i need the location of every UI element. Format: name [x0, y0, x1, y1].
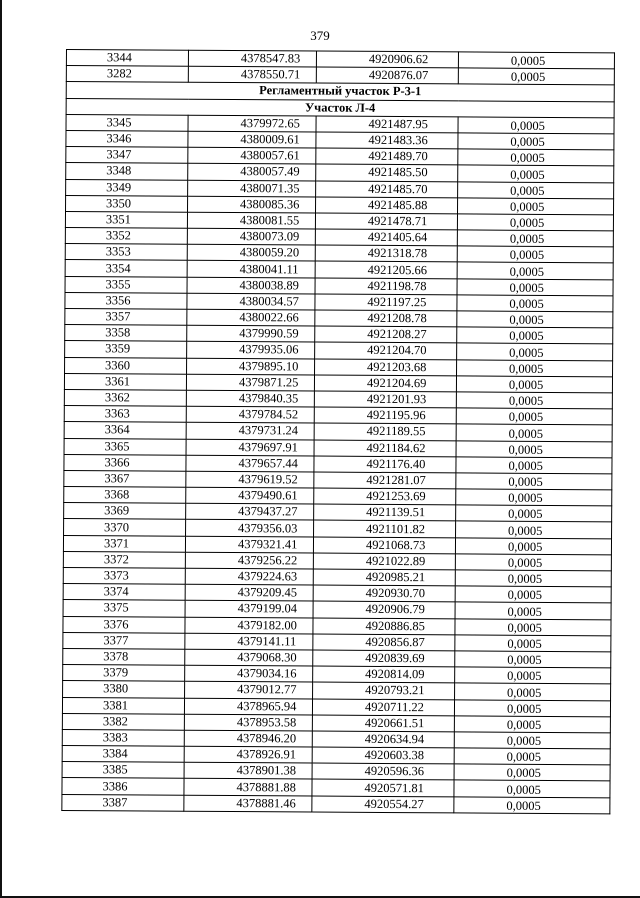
- scan-edge-left: [0, 0, 2, 898]
- y-coordinate: 4921253.69: [314, 488, 456, 505]
- y-coordinate: 4921483.36: [316, 132, 458, 149]
- point-number: 3359: [65, 341, 187, 358]
- y-coordinate: 4921208.78: [315, 310, 457, 327]
- x-coordinate: 4380057.61: [188, 147, 316, 164]
- y-coordinate: 4921189.55: [314, 423, 456, 440]
- y-coordinate: 4921405.64: [315, 229, 457, 246]
- y-coordinate: 4921485.88: [316, 197, 458, 214]
- x-coordinate: 4378926.91: [184, 746, 312, 763]
- point-number: 3347: [66, 147, 188, 164]
- x-coordinate: 4379012.77: [185, 682, 313, 699]
- error-value: 0,0005: [454, 764, 610, 781]
- x-coordinate: 4379490.61: [186, 487, 314, 504]
- point-number: 3387: [62, 794, 184, 811]
- error-value: 0,0005: [456, 521, 612, 538]
- y-coordinate: 4921184.62: [314, 440, 456, 457]
- error-value: 0,0005: [457, 262, 613, 279]
- error-value: 0,0005: [455, 602, 611, 619]
- x-coordinate: 4378946.20: [184, 730, 312, 747]
- section-title: Регламентный участок Р-3-1: [66, 82, 614, 102]
- point-number: 3355: [65, 276, 187, 293]
- y-coordinate: 4921176.40: [314, 456, 456, 473]
- point-number: 3345: [66, 114, 188, 131]
- point-number: 3367: [64, 470, 186, 487]
- x-coordinate: 4379871.25: [186, 374, 314, 391]
- y-coordinate: 4921208.27: [315, 326, 457, 343]
- x-coordinate: 4379935.06: [187, 342, 315, 359]
- x-coordinate: 4379209.45: [185, 584, 313, 601]
- error-value: 0,0005: [457, 327, 613, 344]
- error-value: 0,0005: [457, 343, 613, 360]
- error-value: 0,0005: [455, 538, 611, 555]
- point-number: 3386: [62, 778, 184, 795]
- error-value: 0,0005: [454, 732, 610, 749]
- y-coordinate: 4920793.21: [313, 682, 455, 699]
- y-coordinate: 4920571.81: [312, 779, 454, 796]
- point-number: 3363: [64, 406, 186, 423]
- y-coordinate: 4921068.73: [313, 537, 455, 554]
- x-coordinate: 4379619.52: [186, 471, 314, 488]
- y-coordinate: 4920930.70: [313, 585, 455, 602]
- y-coordinate: 4920814.09: [313, 666, 455, 683]
- point-number: 3354: [65, 260, 187, 277]
- error-value: 0,0005: [455, 618, 611, 635]
- x-coordinate: 4380041.11: [187, 261, 315, 278]
- point-number: 3360: [65, 357, 187, 374]
- y-coordinate: 4920596.36: [312, 763, 454, 780]
- y-coordinate: 4920603.38: [312, 747, 454, 764]
- y-coordinate: 4920634.94: [312, 731, 454, 748]
- x-coordinate: 4380038.89: [187, 277, 315, 294]
- x-coordinate: 4378547.83: [188, 50, 316, 67]
- point-number: 3374: [63, 584, 185, 601]
- x-coordinate: 4379199.04: [185, 601, 313, 618]
- y-coordinate: 4921139.51: [314, 504, 456, 521]
- point-number: 3384: [62, 746, 184, 763]
- coordinates-table-body: [62, 50, 615, 814]
- error-value: 0,0005: [456, 440, 612, 457]
- error-value: 0,0005: [454, 699, 610, 716]
- point-number: 3364: [64, 422, 186, 439]
- error-value: 0,0005: [454, 748, 610, 765]
- y-coordinate: 4921204.69: [314, 375, 456, 392]
- x-coordinate: 4379895.10: [187, 358, 315, 375]
- point-number: 3362: [64, 389, 186, 406]
- y-coordinate: 4921478.71: [315, 213, 457, 230]
- x-coordinate: 4379437.27: [186, 503, 314, 520]
- y-coordinate: 4921204.70: [315, 342, 457, 359]
- x-coordinate: 4380034.57: [187, 293, 315, 310]
- y-coordinate: 4921485.70: [316, 181, 458, 198]
- error-value: 0,0005: [455, 651, 611, 668]
- error-value: 0,0005: [458, 149, 614, 166]
- error-value: 0,0005: [455, 635, 611, 652]
- point-number: 3377: [63, 632, 185, 649]
- point-number: 3282: [66, 66, 188, 83]
- x-coordinate: 4379784.52: [186, 406, 314, 423]
- error-value: 0,0005: [458, 181, 614, 198]
- x-coordinate: 4378881.88: [184, 779, 312, 796]
- y-coordinate: 4921205.66: [315, 261, 457, 278]
- y-coordinate: 4921197.25: [315, 294, 457, 311]
- error-value: 0,0005: [457, 214, 613, 231]
- x-coordinate: 4380085.36: [188, 196, 316, 213]
- point-number: 3379: [63, 665, 185, 682]
- error-value: 0,0005: [455, 683, 611, 700]
- point-number: 3365: [64, 438, 186, 455]
- point-number: 3369: [64, 503, 186, 520]
- error-value: 0,0005: [457, 295, 613, 312]
- point-number: 3366: [64, 454, 186, 471]
- x-coordinate: 4378881.46: [184, 795, 312, 812]
- error-value: 0,0005: [457, 279, 613, 296]
- point-number: 3380: [63, 681, 185, 698]
- point-number: 3349: [66, 179, 188, 196]
- x-coordinate: 4380073.09: [187, 228, 315, 245]
- point-number: 3382: [62, 713, 184, 730]
- error-value: 0,0005: [455, 667, 611, 684]
- coordinates-table: [61, 49, 615, 814]
- error-value: 0,0005: [458, 133, 614, 150]
- x-coordinate: 4380057.49: [188, 164, 316, 181]
- point-number: 3378: [63, 648, 185, 665]
- point-number: 3353: [65, 244, 187, 261]
- x-coordinate: 4380071.35: [188, 180, 316, 197]
- point-number: 3346: [66, 130, 188, 147]
- point-number: 3351: [65, 211, 187, 228]
- y-coordinate: 4920711.22: [312, 699, 454, 716]
- error-value: 0,0005: [456, 505, 612, 522]
- error-value: 0,0005: [454, 797, 610, 814]
- x-coordinate: 4378965.94: [184, 698, 312, 715]
- x-coordinate: 4379321.41: [185, 536, 313, 553]
- point-number: 3381: [62, 697, 184, 714]
- error-value: 0,0005: [457, 311, 613, 328]
- point-number: 3361: [64, 373, 186, 390]
- x-coordinate: 4378901.38: [184, 762, 312, 779]
- y-coordinate: 4920554.27: [312, 796, 454, 813]
- x-coordinate: 4379657.44: [186, 455, 314, 472]
- point-number: 3356: [65, 292, 187, 309]
- x-coordinate: 4378550.71: [188, 66, 316, 83]
- y-coordinate: 4920906.62: [316, 51, 458, 68]
- page-number: 379: [310, 28, 330, 43]
- error-value: 0,0005: [458, 198, 614, 215]
- point-number: 3371: [63, 535, 185, 552]
- x-coordinate: 4379697.91: [186, 439, 314, 456]
- error-value: 0,0005: [458, 165, 614, 182]
- error-value: 0,0005: [456, 473, 612, 490]
- table-row: [62, 794, 610, 814]
- point-number: 3376: [63, 616, 185, 633]
- x-coordinate: 4379182.00: [185, 617, 313, 634]
- y-coordinate: 4921101.82: [314, 520, 456, 537]
- error-value: 0,0005: [456, 424, 612, 441]
- point-number: 3352: [65, 228, 187, 245]
- y-coordinate: 4921281.07: [314, 472, 456, 489]
- x-coordinate: 4380081.55: [187, 212, 315, 229]
- y-coordinate: 4920906.79: [313, 601, 455, 618]
- x-coordinate: 4379356.03: [186, 520, 314, 537]
- error-value: 0,0005: [456, 376, 612, 393]
- point-number: 3385: [62, 762, 184, 779]
- error-value: 0,0005: [455, 554, 611, 571]
- x-coordinate: 4380009.61: [188, 131, 316, 148]
- y-coordinate: 4920661.51: [312, 715, 454, 732]
- point-number: 3383: [62, 729, 184, 746]
- error-value: 0,0005: [456, 457, 612, 474]
- x-coordinate: 4379224.63: [185, 568, 313, 585]
- point-number: 3350: [66, 195, 188, 212]
- y-coordinate: 4921195.96: [314, 407, 456, 424]
- error-value: 0,0005: [457, 246, 613, 263]
- point-number: 3370: [64, 519, 186, 536]
- x-coordinate: 4379990.59: [187, 325, 315, 342]
- y-coordinate: 4920886.85: [313, 618, 455, 635]
- y-coordinate: 4921489.70: [316, 148, 458, 165]
- point-number: 3358: [65, 325, 187, 342]
- x-coordinate: 4379731.24: [186, 423, 314, 440]
- x-coordinate: 4380022.66: [187, 309, 315, 326]
- error-value: 0,0005: [454, 716, 610, 733]
- x-coordinate: 4379068.30: [185, 649, 313, 666]
- error-value: 0,0005: [456, 408, 612, 425]
- error-value: 0,0005: [455, 570, 611, 587]
- point-number: 3344: [66, 50, 188, 67]
- y-coordinate: 4920876.07: [316, 67, 458, 84]
- y-coordinate: 4921201.93: [314, 391, 456, 408]
- point-number: 3373: [63, 567, 185, 584]
- point-number: 3357: [65, 308, 187, 325]
- subsection-title: Участок Л-4: [66, 98, 614, 118]
- error-value: 0,0005: [457, 359, 613, 376]
- x-coordinate: 4379256.22: [185, 552, 313, 569]
- y-coordinate: 4921198.78: [315, 278, 457, 295]
- error-value: 0,0005: [458, 68, 614, 85]
- x-coordinate: 4380059.20: [187, 244, 315, 261]
- y-coordinate: 4921318.78: [315, 245, 457, 262]
- error-value: 0,0005: [457, 230, 613, 247]
- point-number: 3348: [66, 163, 188, 180]
- y-coordinate: 4920985.21: [313, 569, 455, 586]
- error-value: 0,0005: [458, 52, 614, 69]
- point-number: 3375: [63, 600, 185, 617]
- x-coordinate: 4379034.16: [185, 665, 313, 682]
- error-value: 0,0005: [456, 489, 612, 506]
- error-value: 0,0005: [458, 117, 614, 134]
- point-number: 3372: [63, 551, 185, 568]
- x-coordinate: 4379840.35: [186, 390, 314, 407]
- y-coordinate: 4920839.69: [313, 650, 455, 667]
- x-coordinate: 4379972.65: [188, 115, 316, 132]
- y-coordinate: 4921022.89: [313, 553, 455, 570]
- error-value: 0,0005: [455, 586, 611, 603]
- error-value: 0,0005: [454, 780, 610, 797]
- y-coordinate: 4921485.50: [316, 164, 458, 181]
- point-number: 3368: [64, 487, 186, 504]
- x-coordinate: 4378953.58: [184, 714, 312, 731]
- x-coordinate: 4379141.11: [185, 633, 313, 650]
- error-value: 0,0005: [456, 392, 612, 409]
- y-coordinate: 4921487.95: [316, 116, 458, 133]
- y-coordinate: 4920856.87: [313, 634, 455, 651]
- y-coordinate: 4921203.68: [315, 359, 457, 376]
